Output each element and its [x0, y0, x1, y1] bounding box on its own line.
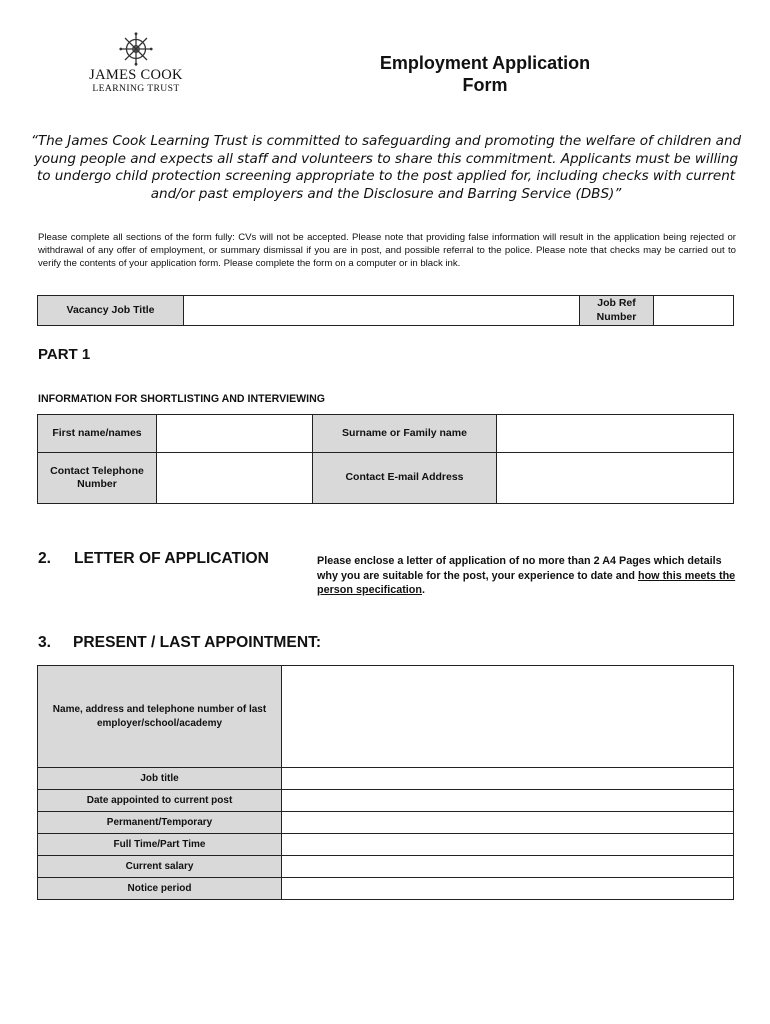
fulltime-parttime-label: Full Time/Part Time [38, 834, 282, 856]
letter-instructions-text: Please enclose a letter of application of no more than 2 A4 Pages which details why you are suitable for the post, your experience to date and [317, 555, 722, 582]
form-title-line1: Employment Application [379, 53, 591, 73]
current-salary-label: Current salary [38, 856, 282, 878]
phone-label: Contact Telephone Number [38, 453, 157, 504]
section2-heading [38, 550, 269, 568]
job-title-field[interactable] [282, 768, 734, 790]
section3-heading [38, 634, 321, 652]
fulltime-parttime-field[interactable] [282, 834, 734, 856]
job-title-label: Job title [38, 768, 282, 790]
surname-field[interactable] [497, 415, 734, 453]
part1-heading: PART 1 [38, 346, 91, 363]
trust-logo [80, 32, 192, 102]
person-spec-link-text: how this meets the person specification [317, 569, 736, 596]
employer-field[interactable] [282, 666, 734, 768]
email-label: Contact E-mail Address [313, 453, 497, 504]
job-ref-label: Job Ref Number [580, 296, 654, 326]
appointment-table [37, 665, 734, 900]
vacancy-job-title-label: Vacancy Job Title [38, 296, 184, 326]
form-instructions: Please complete all sections of the form fully: CVs will not be accepted. Please note that providing false information will result in the application being rejected or withdrawal of any offer of employment, or summary dismissal if you are in post, and possible referral to the police. Please note that checks may be carried out to verify the contents of your application form. Please complete the form on a computer or in black ink. [38, 232, 736, 269]
permanent-temporary-label: Permanent/Temporary [38, 812, 282, 834]
first-name-field[interactable] [157, 415, 313, 453]
letter-instructions [317, 554, 737, 598]
safeguarding-statement: “The James Cook Learning Trust is committed to safeguarding and promoting the welfare of children and young people and expects all staff and volunteers to share this commitment. Applicants must be willing to undergo child protection screening appropriate to the post applied for, including checks with current and/or past employers and the Disclosure and Barring Service (DBS)” [30, 133, 742, 202]
section2-number: 2. [38, 550, 52, 567]
vacancy-job-title-field[interactable] [184, 296, 580, 326]
job-ref-field[interactable] [654, 296, 734, 326]
letter-instructions-end: . [422, 584, 425, 596]
shortlisting-heading: INFORMATION FOR SHORTLISTING AND INTERVIEWING [38, 393, 326, 405]
employer-label: Name, address and telephone number of last employer/school/academy [38, 666, 282, 768]
current-salary-field[interactable] [282, 856, 734, 878]
form-title-line2: Form [462, 75, 508, 95]
email-field[interactable] [497, 453, 734, 504]
date-appointed-label: Date appointed to current post [38, 790, 282, 812]
vacancy-table [37, 295, 734, 326]
form-title [340, 52, 630, 96]
logo-subtitle: LEARNING TRUST [92, 83, 180, 94]
phone-field[interactable] [157, 453, 313, 504]
ship-wheel-icon [116, 32, 156, 66]
logo-name: JAMES COOK [89, 67, 183, 83]
surname-label: Surname or Family name [313, 415, 497, 453]
section3-number: 3. [38, 634, 52, 651]
section2-title: LETTER OF APPLICATION [74, 550, 269, 567]
first-name-label: First name/names [38, 415, 157, 453]
notice-period-label: Notice period [38, 878, 282, 900]
date-appointed-field[interactable] [282, 790, 734, 812]
applicant-contact-table [37, 414, 734, 504]
permanent-temporary-field[interactable] [282, 812, 734, 834]
section3-title: PRESENT / LAST APPOINTMENT: [73, 634, 322, 651]
notice-period-field[interactable] [282, 878, 734, 900]
